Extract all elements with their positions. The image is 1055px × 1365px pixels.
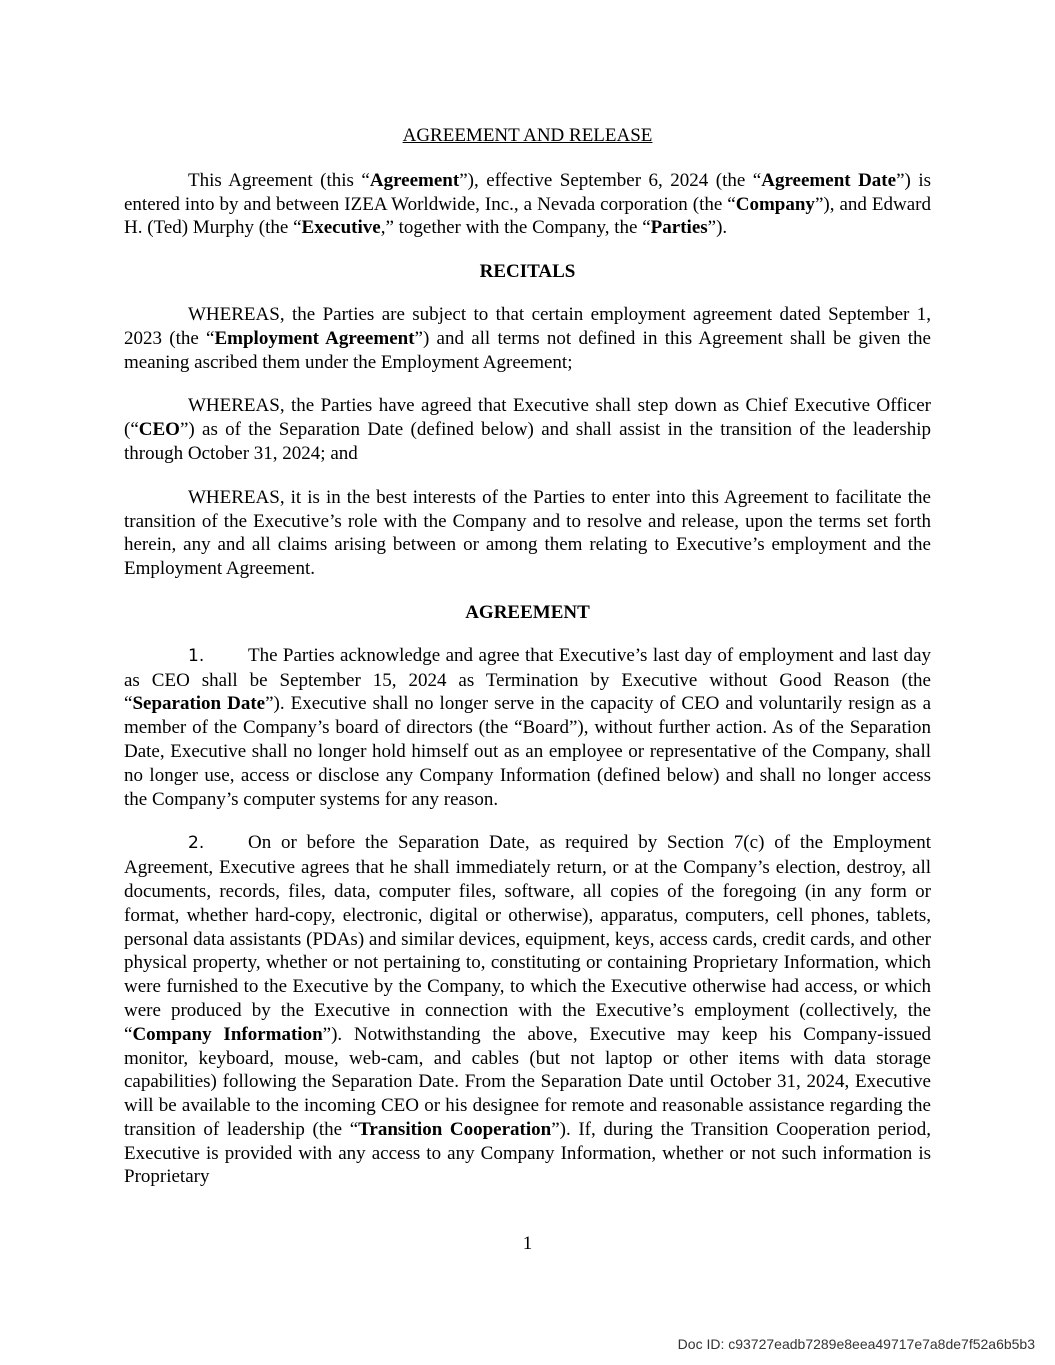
section-text: On or before the Separation Date, as required by Section 7(c) of the Employment Agreement, Executive agrees that he shall immediately return, or at the Company’s election, destroy, all documents, records, files, data, computer files, software, all copies of the foregoing (in any form or format, whether hard-copy, electronic, digital or otherwise), apparatus, computers, cell phones, tablets, personal data assistants (PDAs) and similar devices, equipment, keys, access cards, credit cards, and other physical property, whether or not pertaining to, constituting or containing Proprietary Information, which were furnished to the Executive by the Company, to which the Executive otherwise had access, or which were produced by the Executive in connection with the Executive’s employment (collectively, the “Company Information”). Notwithstanding the above, Executive may keep his Company-issued monitor, keyboard, mouse, web-cam, and cables (but not laptop or other items with data storage capabilities) following the Separation Date. From the Separation Date until October 31, 2024, Executive will be available to the incoming CEO or his designee for remote and reasonable assistance regarding the transition of leadership (the “Transition Cooperation”). If, during the Transition Cooperation period, Executive is provided with any access to any Company Information, whether or not such information is Proprietary [124, 832, 932, 1188]
section-paragraph [124, 831, 931, 1189]
defined-term: Agreement [369, 169, 460, 191]
recital-paragraph: WHEREAS, the Parties are subject to that certain employment agreement dated September 1, 2023 (the “Employment Agreement”) and all terms not defined in this Agreement shall be given the meaning ascribed them under the Employment Agreement; [124, 303, 931, 373]
document-body [124, 124, 931, 1209]
recital-paragraph: WHEREAS, it is in the best interests of the Parties to enter into this Agreement to facilitate the transition of the Executive’s role with the Company and to resolve and release, upon the terms set forth herein, any and all claims arising between or among them relating to Executive’s employment and the Employment Agreement. [124, 486, 931, 580]
section-text: The Parties acknowledge and agree that Executive’s last day of employment and last day as CEO shall be September 15, 2024 as Termination by Executive without Good Reason (the “Separation Date”). Executive shall no longer serve in the capacity of CEO and voluntarily resign as a member of the Company’s board of directors (the “Board”), without further action. As of the Separation Date, Executive shall no longer hold himself out as an employee or representative of the Company, shall no longer use, access or disclose any Company Information (defined below) and shall no longer access the Company’s computer systems for any reason. [124, 644, 931, 810]
recitals-heading: RECITALS [479, 261, 576, 283]
defined-term: Executive [301, 217, 381, 239]
section-paragraph [124, 644, 931, 812]
section-number: 2. [188, 833, 205, 854]
agreement-heading: AGREEMENT [465, 601, 590, 623]
defined-term: Agreement Date [761, 169, 897, 191]
section-number: 1. [188, 645, 205, 666]
document-title: AGREEMENT AND RELEASE [402, 125, 653, 146]
defined-term: Transition Cooperation [358, 1118, 552, 1140]
defined-term: Company [735, 193, 815, 215]
defined-term: CEO [138, 419, 180, 441]
doc-id-footer: Doc ID: c93727eadb7289e8eea49717e7a8de7f52a6b5b3 [677, 1336, 1035, 1352]
recital-paragraph: WHEREAS, the Parties have agreed that Executive shall step down as Chief Executive Officer (“CEO”) as of the Separation Date (defined below) and shall assist in the transition of the leadership through October 31, 2024; and [124, 395, 931, 464]
defined-term: Parties [650, 217, 708, 239]
defined-term: Employment Agreement [214, 327, 415, 349]
page-number: 1 [522, 1233, 533, 1254]
defined-term: Company Information [132, 1023, 323, 1045]
defined-term: Separation Date [132, 693, 266, 715]
intro-paragraph: This Agreement (this “Agreement”), effective September 6, 2024 (the “Agreement Date”) is entered into by and between IZEA Worldwide, Inc., a Nevada corporation (the “Company”), and Edward H. (Ted) Murphy (the “Executive,” together with the Company, the “Parties”). [124, 169, 932, 239]
